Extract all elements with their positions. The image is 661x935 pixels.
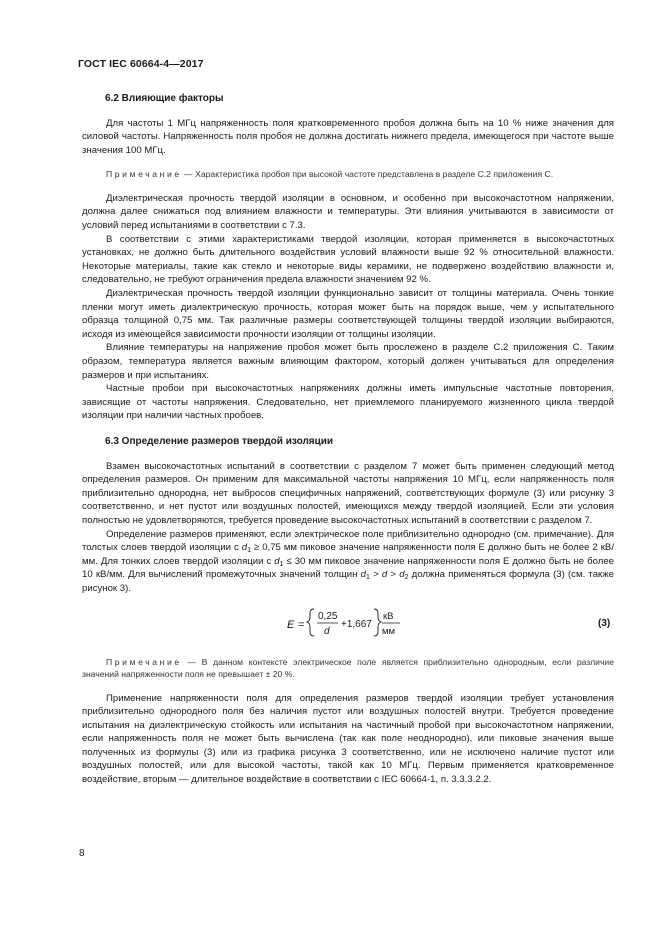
left-brace [307, 609, 314, 636]
paragraph: Диэлектрическая прочность твердой изоляции функционально зависит от толщины материала. Очень тонкие пленки могут иметь диэлектрическую прочность, которая может быть на порядок выше, чем у испытательного образца толщиной 0,75 мм. Так различные размеры соответствующей толщины твердой изоляции выбираются, исходя из имеющейся зависимости прочности изоляции от толщины изоляции. [82, 288, 614, 340]
right-brace [374, 609, 381, 636]
formula-denominator: d [324, 625, 330, 637]
formula-const: +1,667 [341, 618, 372, 630]
note [82, 656, 614, 681]
paragraph: В соответствии с этими характеристиками твердой изоляции, которая применяется в высокочастотных установках, не должно быть длительного воздействия условий влажности выше 92 % относительной влажности. Некоторые материалы, такие как стекло и некоторые виды керамики, не подвержено воздействию влажности и, следовательно, не требуют ограничения предела влажности значением 92 %. [82, 233, 614, 286]
paragraph: Частные пробои при высокочастотных напряжениях должны иметь импульсные частотные повторения, зависящие от частоты напряжения. Следовательно, нет приемлемого планируемого жизненного цикла твердой изоляции при наличии частных пробоев. [82, 383, 614, 422]
paragraph: Взамен высокочастотных испытаний в соответствии с разделом 7 может быть применен следующий метод определения размеров. Он применим для максимальной частоты напряжения 10 МГц, если напряженность поля приблизительно однородна, нет выбросов специфичных напряжений, соответствующих формуле (3) или рисунку 3 соответственно, и нет пустот или воздушных полостей, имеющихся между твердой изоляцией. Если эти условия полностью не удовлетворяются, требуется проведение высокочастотных испытаний в соответствии с разделом 7. [82, 460, 614, 526]
document-header: ГОСТ IEC 60664-4—2017 [78, 58, 204, 70]
formula-lhs: E [287, 618, 295, 631]
document-body [82, 92, 614, 787]
formula-unit-den: мм [382, 625, 396, 637]
paragraph: Влияние температуры на напряжение пробоя может быть прослежено в разделе С.2 приложения С. Таким образом, температура является важным влияющим фактором, который должен учитываться для определения размеров и при испытаниях. [82, 342, 614, 381]
formula-numerator: 0,25 [318, 610, 338, 622]
formula-3 [82, 602, 614, 646]
paragraph-thickness: Определение размеров применяют, если электрическое поле приблизительно однородно (см. примечание). Для толстых слоев твердой изоляции с $d_1 \ge 0,75$ мм пиковое значение напряженности поля Е должно быть не более 2 кВ/мм. Для тонких слоев твердой изоляции с $d_1 \le 30$ мм пиковое значение напряженности поля Е должно быть не более 10 кВ/мм. Для вычислений промежуточных значений толщин $d_1 > d > d_2$ должна применяться формула (3) (см. также рисунок 3). [82, 528, 614, 594]
formula-number: (3) [598, 617, 611, 629]
section-heading-6-3: 6.3 Определение размеров твердой изоляции [105, 435, 334, 447]
section-heading-6-2: 6.2 Влияющие факторы [105, 93, 224, 104]
note-text: — Характеристика пробоя при высокой частоте представлена в разделе С.2 приложения С. [181, 169, 554, 180]
formula-unit-num: кВ [383, 610, 394, 622]
formula-eq: = [298, 618, 305, 631]
paragraph: Для частоты 1 МГц напряженность поля кратковременного пробоя должна быть на 10 % ниже значения для силовой частоты. Напряженность поля пробоя не должна достигать нижнего предела, имеющегося при частоте выше значения 100 МГц. [82, 117, 614, 156]
note-label: Примечание [106, 169, 182, 180]
paragraph: Диэлектрическая прочность твердой изоляции в основном, и особенно при высокочастотном напряжении, должна далее снижаться под влиянием влажности и температуры. Эти влияния учитываются в зависимости от условий перед испытаниями в соответствии с 7.3. [82, 192, 614, 232]
formula-graphic [82, 602, 614, 646]
note-label: Примечание [106, 656, 182, 667]
note [82, 168, 614, 181]
page-number: 8 [79, 848, 85, 859]
paragraph: Применение напряженности поля для определения размеров твердой изоляции требует установления приблизительно однородного поля без наличия пустот или воздушных полостей внутри. Требуется проведение испытания на диэлектрическую стойкость или испытания на частичный пробой при высокочастотном напряжении, если напряженность поля не может быть вычислена (так как поле неоднородно), или пиковые значения выше полученных из формулы (3) или из графика рисунка 3 соответственно, или не исключено наличие пустот или воздушных полостей, или для высокой частоты, такой как 10 МГц. Первым применяется кратковременное воздействие, вторым — длительное воздействие в соответствии с IEC 60664-1, п. 3.3.3.2.2. [82, 692, 614, 786]
note-text: — В данном контексте электрическое поле является приблизительно однородным, если различие значений напряженности поля не превышает ± 20 %. [82, 656, 614, 679]
